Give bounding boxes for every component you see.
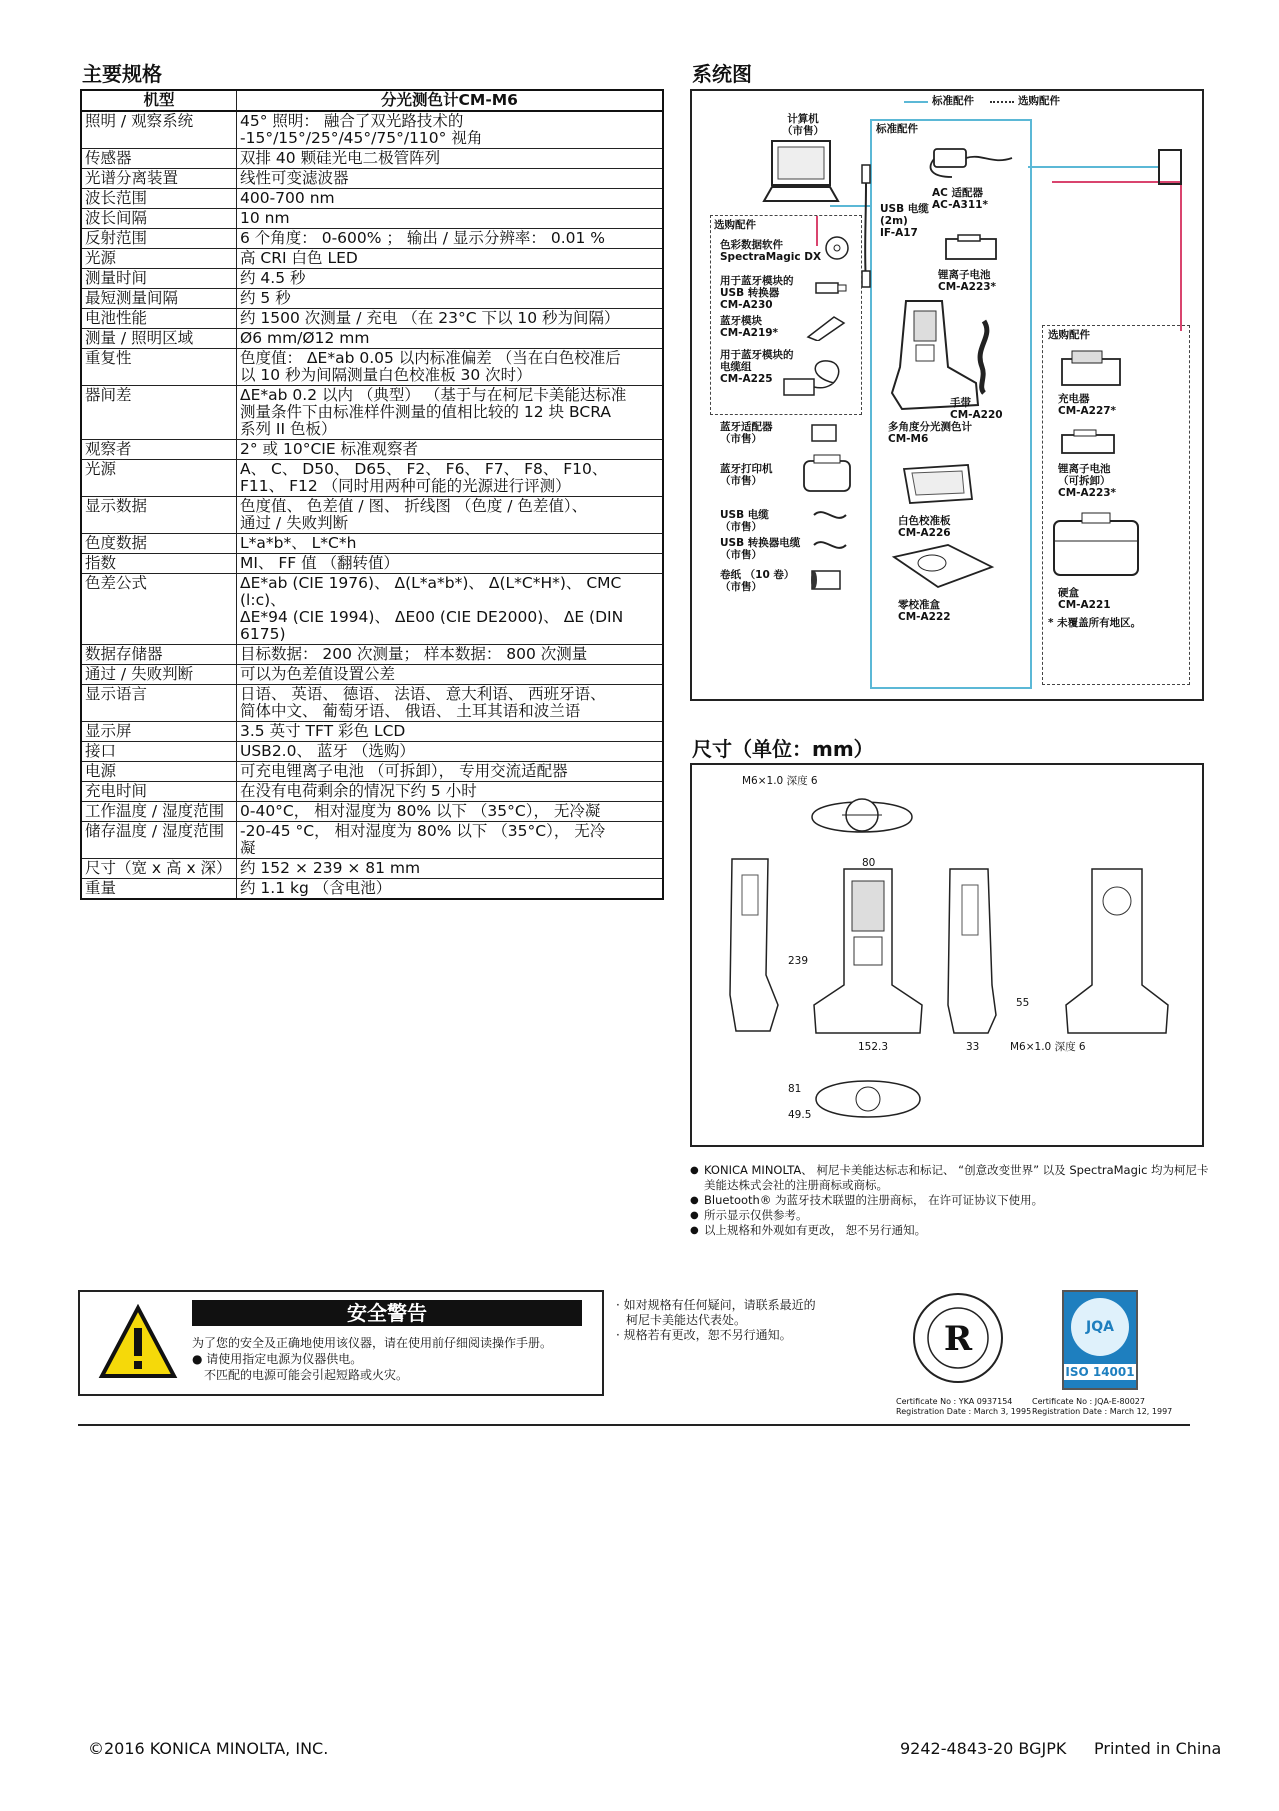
spec-value: 0-40°C， 相对湿度为 80% 以下 （35°C）， 无冷凝 xyxy=(237,802,664,822)
system-footnote: * 未覆盖所有地区。 xyxy=(1048,617,1142,629)
spec-row xyxy=(81,169,663,189)
side-view-right xyxy=(942,865,1002,1045)
contact-note: 柯尼卡美能达代表处。 xyxy=(626,1313,747,1327)
spec-key: 重复性 xyxy=(81,349,237,386)
spec-row xyxy=(81,762,663,782)
cert2-number: Certificate No : JQA-E-80027 xyxy=(1032,1397,1145,1406)
bottom-view-drawing xyxy=(808,1065,928,1135)
back-view-drawing xyxy=(1062,865,1172,1045)
strap-label: 手带 CM-A220 xyxy=(950,397,1003,421)
contact-note: · 如对规格有任何疑问，请联系最近的 xyxy=(616,1298,816,1312)
spec-value: 10 nm xyxy=(237,209,664,229)
spec-value: 3.5 英寸 TFT 彩色 LCD xyxy=(237,722,664,742)
battery2-icon xyxy=(1058,427,1122,457)
spec-row xyxy=(81,460,663,497)
spec-value: 可充电锂离子电池 （可拆卸）， 专用交流适配器 xyxy=(237,762,664,782)
spec-row xyxy=(81,349,663,386)
spec-value: 双排 40 颗硅光电二极管阵列 xyxy=(237,149,664,169)
spec-contact-notes xyxy=(616,1298,816,1343)
white-cal-label: 白色校准板 CM-A226 xyxy=(898,515,951,539)
ac-adapter-label: AC 适配器 AC-A311* xyxy=(932,187,988,211)
spec-value: L*a*b*、 L*C*h xyxy=(237,534,664,554)
spec-header-row xyxy=(81,90,663,111)
spec-key: 显示数据 xyxy=(81,497,237,534)
dim-152: 152.3 xyxy=(858,1041,889,1053)
front-view-drawing xyxy=(808,865,928,1045)
spec-value: 高 CRI 白色 LED xyxy=(237,249,664,269)
spec-value: 约 1.1 kg （含电池） xyxy=(237,879,664,900)
battery2-label: 锂离子电池 （可拆卸） CM-A223* xyxy=(1058,463,1117,499)
legend-optional: 选购配件 xyxy=(1018,95,1060,107)
cert2 xyxy=(1032,1397,1172,1417)
system-diagram xyxy=(690,89,1204,701)
software-label: 色彩数据软件 SpectraMagic DX xyxy=(720,239,822,263)
dimension-drawing xyxy=(690,763,1204,1147)
spec-key: 通过 / 失败判断 xyxy=(81,665,237,685)
cert2-date: Registration Date : March 12, 1997 xyxy=(1032,1407,1173,1416)
spec-row xyxy=(81,309,663,329)
spec-value: ΔE*ab (CIE 1976)、 Δ(L*a*b*)、 Δ(L*C*H*)、 CMC (l:c)、 ΔE*94 (CIE 1994)、 ΔE00 (CIE DE2000)、 ΔE (DIN 6175) xyxy=(237,574,664,645)
seal-letter: R xyxy=(943,1319,973,1359)
spec-title: 主要规格 xyxy=(82,62,162,86)
spec-key: 电池性能 xyxy=(81,309,237,329)
spec-header-model: 机型 xyxy=(81,90,237,111)
cert1-number: Certificate No : YKA 0937154 xyxy=(896,1397,1013,1406)
jqa-logo: JQA xyxy=(1071,1298,1129,1356)
bt-usb-label: 用于蓝牙模块的 USB 转换器 CM-A230 xyxy=(720,275,794,311)
spec-row xyxy=(81,554,663,574)
spec-key: 显示语言 xyxy=(81,685,237,722)
spec-row xyxy=(81,386,663,440)
spec-value: 线性可变滤波器 xyxy=(237,169,664,189)
charger-icon xyxy=(1058,349,1128,389)
strap-icon xyxy=(964,317,1004,397)
bt-adapter-icon xyxy=(810,423,840,445)
warning-line1: 为了您的安全及正确地使用该仪器，请在使用前仔细阅读操作手册。 xyxy=(192,1336,553,1350)
spec-header-name: 分光测色计CM-M6 xyxy=(237,90,664,111)
legend-standard: 标准配件 xyxy=(932,95,974,107)
usb-cable2-label: USB 电缆 （市售） xyxy=(720,509,769,533)
spec-key: 色差公式 xyxy=(81,574,237,645)
note-item: ● 所示显示仅供参考。 xyxy=(690,1208,1210,1223)
spec-row xyxy=(81,149,663,169)
spec-key: 光谱分离装置 xyxy=(81,169,237,189)
spec-row xyxy=(81,802,663,822)
hard-case-icon xyxy=(1048,511,1148,581)
spec-key: 观察者 xyxy=(81,440,237,460)
doc-code: 9242-4843-20 BGJPK xyxy=(900,1739,1067,1758)
contact-note: · 规格若有更改，恕不另行通知。 xyxy=(616,1328,792,1342)
spec-row xyxy=(81,229,663,249)
spec-row xyxy=(81,879,663,900)
note-item: ● KONICA MINOLTA、 柯尼卡美能达标志和标记、 “创意改变世界” 以及 SpectraMagic 均为柯尼卡美能达株式会社的注册商标或商标。 xyxy=(690,1163,1210,1193)
dims-title: 尺寸（单位：mm） xyxy=(692,737,874,761)
spec-key: 电源 xyxy=(81,762,237,782)
zero-box-label: 零校准盒 CM-A222 xyxy=(898,599,951,623)
spec-key: 器间差 xyxy=(81,386,237,440)
spec-value: -20-45 °C， 相对湿度为 80% 以下 （35°C）， 无冷 凝 xyxy=(237,822,664,859)
outlet-icon xyxy=(1158,149,1182,185)
footer-divider xyxy=(78,1424,1190,1426)
spec-row xyxy=(81,782,663,802)
printer-icon xyxy=(800,453,856,497)
copyright: ©2016 KONICA MINOLTA, INC. xyxy=(88,1739,329,1758)
spec-key: 传感器 xyxy=(81,149,237,169)
spec-key: 测量 / 照明区域 xyxy=(81,329,237,349)
battery-label: 锂离子电池 CM-A223* xyxy=(938,269,997,293)
spec-key: 显示屏 xyxy=(81,722,237,742)
screw-bottom-label: M6×1.0 深度 6 xyxy=(1010,1041,1086,1053)
spec-key: 色度数据 xyxy=(81,534,237,554)
spec-row xyxy=(81,665,663,685)
spec-value: 色度值、 色差值 / 图、 折线图 （色度 / 色差值）、 通过 / 失败判断 xyxy=(237,497,664,534)
spec-value: ΔE*ab 0.2 以内 （典型） （基于与在柯尼卡美能达标准 测量条件下由标准样件测量的值相比较的 12 块 BCRA 系列 II 色板） xyxy=(237,386,664,440)
warning-line2: ● 请使用指定电源为仪器供电。 xyxy=(192,1352,363,1366)
usb-dongle-icon xyxy=(814,279,848,297)
note-item: ● 以上规格和外观如有更改， 恕不另行通知。 xyxy=(690,1223,1210,1238)
spec-row xyxy=(81,440,663,460)
spec-value: 色度值： ΔE*ab 0.05 以内标准偏差 （当在白色校准后 以 10 秒为间隔测量白色校准板 30 次时） xyxy=(237,349,664,386)
bt-adapter-label: 蓝牙适配器 （市售） xyxy=(720,421,773,445)
screw-top-label: M6×1.0 深度 6 xyxy=(742,775,818,787)
optional-label-right: 选购配件 xyxy=(1048,329,1090,341)
spec-key: 光源 xyxy=(81,460,237,497)
standard-label: 标准配件 xyxy=(876,123,918,135)
spec-key: 重量 xyxy=(81,879,237,900)
spec-row xyxy=(81,189,663,209)
spec-row xyxy=(81,111,663,149)
computer-label: 计算机 （市售） xyxy=(782,113,824,137)
white-cal-icon xyxy=(898,459,978,509)
top-view-drawing xyxy=(802,787,922,847)
dim-81: 81 xyxy=(788,1083,802,1095)
usb-conv-icon xyxy=(810,535,850,555)
bt-module-icon xyxy=(804,313,848,341)
bt-battery-label: 用于蓝牙模块的 电缆组 CM-A225 xyxy=(720,349,794,385)
iso-label: ISO 14001 xyxy=(1065,1365,1135,1379)
spec-row xyxy=(81,685,663,722)
paper-label: 卷纸 （10 卷） （市售） xyxy=(720,569,795,593)
spec-row xyxy=(81,209,663,229)
spec-value: 45° 照明： 融合了双光路技术的 -15°/15°/25°/45°/75°/110° 视角 xyxy=(237,111,664,149)
spec-row xyxy=(81,534,663,554)
spec-value: 在没有电荷剩余的情况下约 5 小时 xyxy=(237,782,664,802)
spec-key: 尺寸（宽 x 高 x 深） xyxy=(81,859,237,879)
spec-value: 目标数据： 200 次测量； 样本数据： 800 次测量 xyxy=(237,645,664,665)
laptop-icon xyxy=(762,139,842,209)
cert1 xyxy=(896,1397,1031,1417)
zero-box-icon xyxy=(888,537,998,597)
cert1-date: Registration Date : March 3, 1995 xyxy=(896,1407,1032,1416)
spec-key: 波长范围 xyxy=(81,189,237,209)
spec-row xyxy=(81,859,663,879)
spec-key: 数据存储器 xyxy=(81,645,237,665)
note-item: ● Bluetooth® 为蓝牙技术联盟的注册商标， 在许可证协议下使用。 xyxy=(690,1193,1210,1208)
spec-row xyxy=(81,722,663,742)
dim-55: 55 xyxy=(1016,997,1030,1009)
bt-printer-label: 蓝牙打印机 （市售） xyxy=(720,463,773,487)
spec-table xyxy=(80,89,664,900)
spec-value: 约 4.5 秒 xyxy=(237,269,664,289)
spec-value: 6 个角度： 0-600% ； 输出 / 显示分辨率： 0.01 % xyxy=(237,229,664,249)
spec-key: 最短测量间隔 xyxy=(81,289,237,309)
usb-conv-label: USB 转换器电缆 （市售） xyxy=(720,537,801,561)
spec-row xyxy=(81,329,663,349)
spec-row xyxy=(81,574,663,645)
warning-title: 安全警告 xyxy=(192,1300,582,1326)
cd-icon xyxy=(824,235,850,261)
spec-key: 工作温度 / 湿度范围 xyxy=(81,802,237,822)
quality-assurance-seal-icon xyxy=(910,1290,1006,1386)
case-label: 硬盒 CM-A221 xyxy=(1058,587,1111,611)
spec-key: 充电时间 xyxy=(81,782,237,802)
warning-triangle-icon xyxy=(98,1304,178,1380)
paper-roll-icon xyxy=(808,565,848,595)
bt-module-label: 蓝牙模块 CM-A219* xyxy=(720,315,779,339)
spec-key: 反射范围 xyxy=(81,229,237,249)
system-title: 系统图 xyxy=(692,62,752,86)
dim-33: 33 xyxy=(966,1041,980,1053)
warning-line3: 不匹配的电源可能会引起短路或火灾。 xyxy=(204,1368,409,1382)
spec-value: 日语、 英语、 德语、 法语、 意大利语、 西班牙语、 简体中文、 葡萄牙语、 俄语、 土耳其语和波兰语 xyxy=(237,685,664,722)
safety-warning-box xyxy=(78,1290,604,1396)
usb-cable-label: USB 电缆 (2m) IF-A17 xyxy=(880,203,929,239)
spec-value: 约 5 秒 xyxy=(237,289,664,309)
spec-value: 约 1500 次测量 / 充电 （在 23°C 下以 10 秒为间隔） xyxy=(237,309,664,329)
spec-row xyxy=(81,742,663,762)
spec-row xyxy=(81,269,663,289)
spec-value: A、 C、 D50、 D65、 F2、 F6、 F7、 F8、 F10、 F11、 F12 （同时用两种可能的光源进行评测） xyxy=(237,460,664,497)
charger-label: 充电器 CM-A227* xyxy=(1058,393,1117,417)
dim-239: 239 xyxy=(788,955,809,967)
spec-value: USB2.0、 蓝牙 （选购） xyxy=(237,742,664,762)
battery-icon xyxy=(942,233,1002,263)
side-view-left xyxy=(722,855,782,1035)
iso-badge xyxy=(1062,1290,1138,1390)
spec-value: Ø6 mm/Ø12 mm xyxy=(237,329,664,349)
spec-body xyxy=(81,111,663,899)
cable-set-icon xyxy=(778,353,852,403)
main-unit-label: 多角度分光测色计 CM-M6 xyxy=(888,421,972,445)
spec-key: 光源 xyxy=(81,249,237,269)
spec-value: MI、 FF 值 （翻转值） xyxy=(237,554,664,574)
spec-row xyxy=(81,249,663,269)
spec-value: 可以为色差值设置公差 xyxy=(237,665,664,685)
spec-key: 波长间隔 xyxy=(81,209,237,229)
spec-key: 储存温度 / 湿度范围 xyxy=(81,822,237,859)
optional-label-left: 选购配件 xyxy=(714,219,756,231)
printed-in: Printed in China xyxy=(1094,1739,1222,1758)
spec-key: 测量时间 xyxy=(81,269,237,289)
trademark-notes xyxy=(690,1163,1210,1238)
spec-value: 400-700 nm xyxy=(237,189,664,209)
spec-key: 照明 / 观察系统 xyxy=(81,111,237,149)
usb-cable2-icon xyxy=(810,505,850,525)
spec-value: 2° 或 10°CIE 标准观察者 xyxy=(237,440,664,460)
spec-key: 接口 xyxy=(81,742,237,762)
dim-49-5: 49.5 xyxy=(788,1109,812,1121)
dim-80: 80 xyxy=(862,857,876,869)
spec-row xyxy=(81,822,663,859)
spec-value: 约 152 × 239 × 81 mm xyxy=(237,859,664,879)
spec-key: 指数 xyxy=(81,554,237,574)
spec-row xyxy=(81,645,663,665)
spec-row xyxy=(81,497,663,534)
spec-row xyxy=(81,289,663,309)
ac-adapter-icon xyxy=(922,143,1022,183)
